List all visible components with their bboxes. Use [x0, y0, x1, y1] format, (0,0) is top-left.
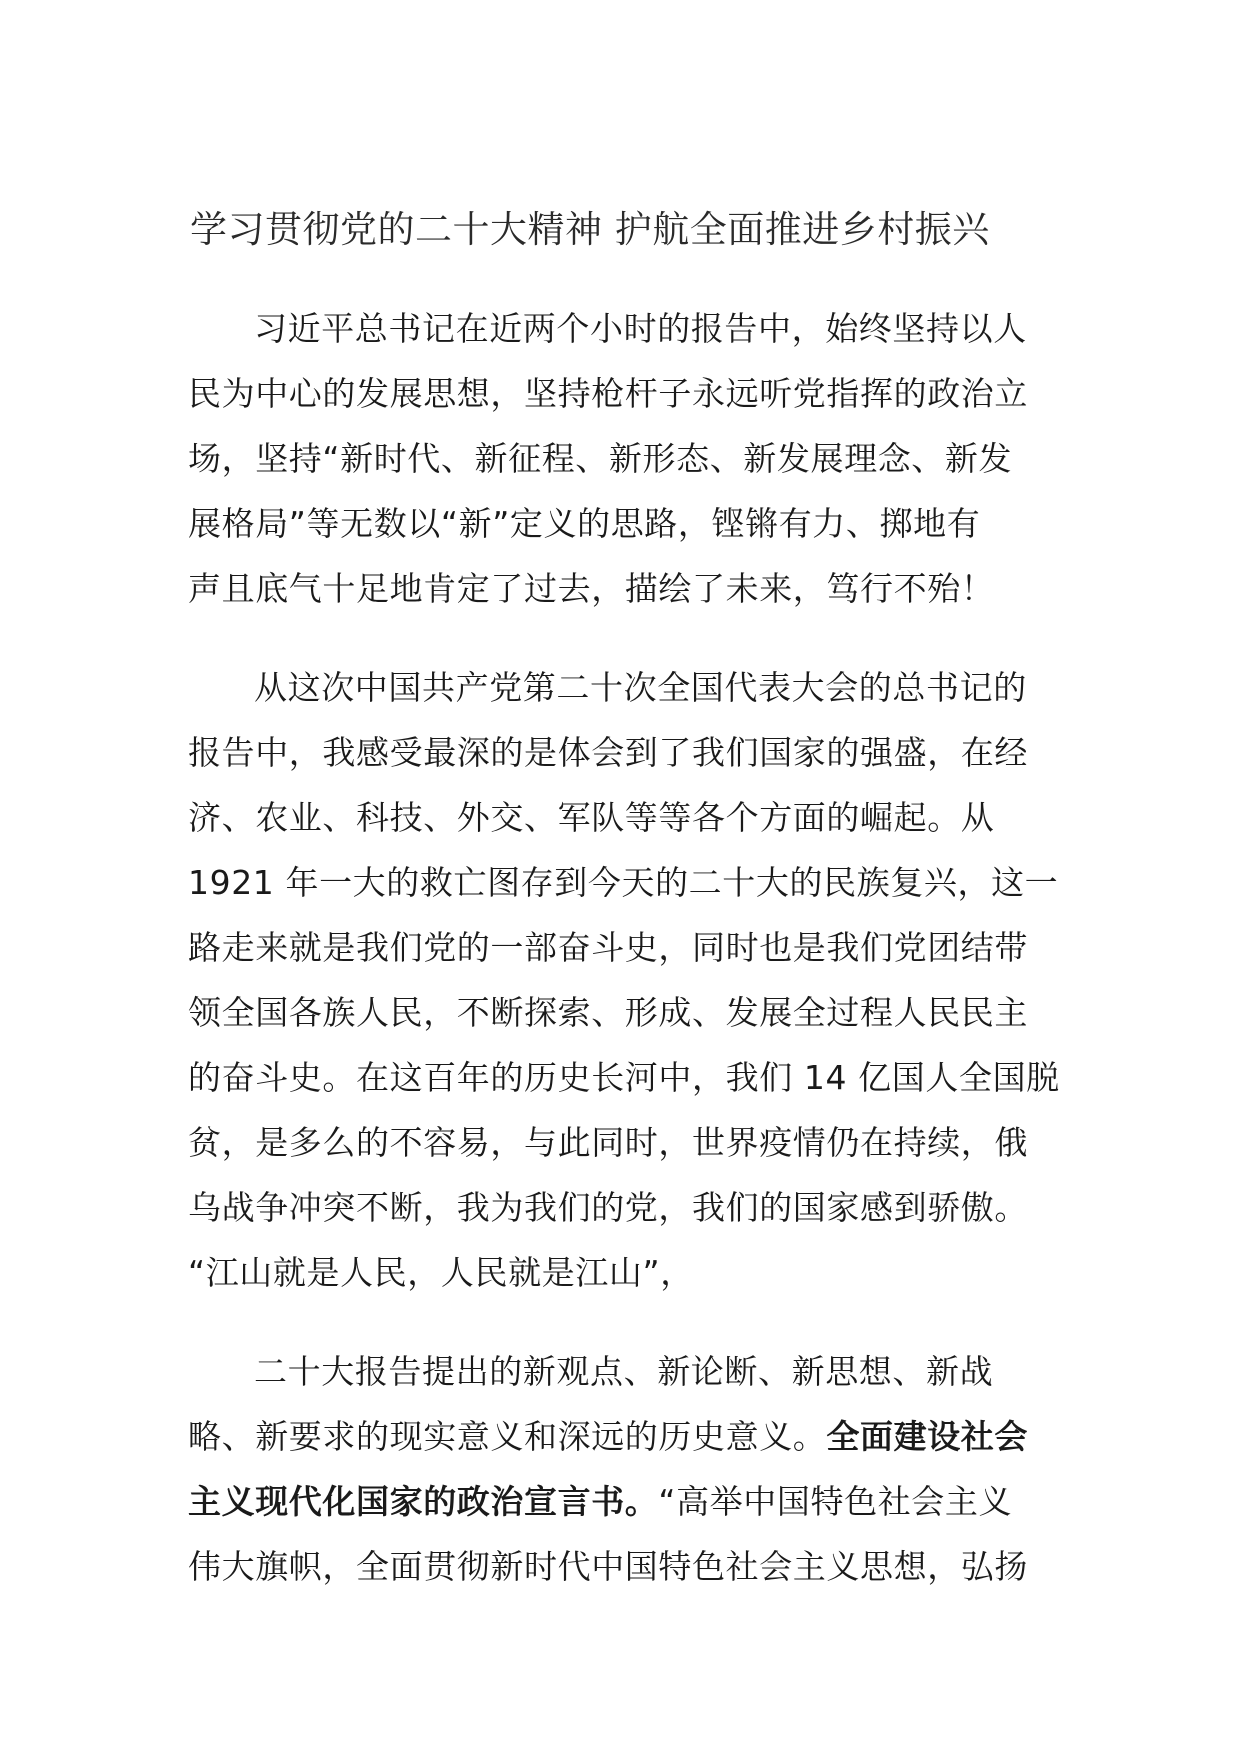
paragraph-line: 报告中，我感受最深的是体会到了我们国家的强盛，在经 [188, 733, 1028, 772]
paragraph-line: 从这次中国共产党第二十次全国代表大会的总书记的 [254, 668, 1027, 707]
paragraph-line: 展格局”等无数以“新”定义的思路，铿锵有力、掷地有 [188, 504, 981, 543]
paragraph-line: 1921 年一大的救亡图存到今天的二十大的民族复兴，这一 [188, 863, 1059, 902]
bold-text: 全面建设社会 [826, 1417, 1029, 1456]
paragraph-line: 路走来就是我们党的一部奋斗史，同时也是我们党团结带 [188, 928, 1028, 967]
paragraph-2 [188, 655, 1060, 1305]
paragraph-line: 二十大报告提出的新观点、新论断、新思想、新战 [254, 1352, 994, 1391]
paragraph-line: 领全国各族人民，不断探索、形成、发展全过程人民民主 [188, 993, 1028, 1032]
paragraph-line [188, 1404, 1048, 1469]
bold-text: 主义现代化国家的政治宣言书。 [188, 1482, 659, 1521]
paragraph-line: 声且底气十足地肯定了过去，描绘了未来，笃行不殆！ [188, 569, 995, 608]
paragraph-line: 民为中心的发展思想，坚持枪杆子永远听党指挥的政治立 [188, 374, 1028, 413]
paragraph-line: “江山就是人民，人民就是江山”， [188, 1253, 694, 1292]
paragraph-text: 略、新要求的现实意义和深远的历史意义。 [188, 1417, 827, 1456]
document-body [188, 296, 1060, 1599]
paragraph-line [188, 1469, 1048, 1534]
paragraph-1 [188, 296, 1048, 621]
paragraph-line: 济、农业、科技、外交、军队等等各个方面的崛起。从 [188, 798, 995, 837]
paragraph-line: 的奋斗史。在这百年的历史长河中，我们 14 亿国人全国脱 [188, 1058, 1060, 1097]
paragraph-line: 乌战争冲突不断，我为我们的党，我们的国家感到骄傲。 [188, 1188, 1028, 1227]
paragraph-line: 场，坚持“新时代、新征程、新形态、新发展理念、新发 [188, 439, 1013, 478]
paragraph-line: 习近平总书记在近两个小时的报告中，始终坚持以人 [254, 309, 1027, 348]
paragraph-line: 伟大旗帜，全面贯彻新时代中国特色社会主义思想，弘扬 [188, 1547, 1028, 1586]
paragraph-text: “高举中国特色社会主义 [658, 1482, 1013, 1521]
document-title: 学习贯彻党的二十大精神 护航全面推进乡村振兴 [190, 208, 990, 251]
paragraph-gap [188, 1305, 1048, 1339]
paragraph-gap [188, 621, 1048, 655]
paragraph-line: 贫，是多么的不容易，与此同时，世界疫情仍在持续，俄 [188, 1123, 1028, 1162]
paragraph-3 [188, 1339, 1048, 1599]
